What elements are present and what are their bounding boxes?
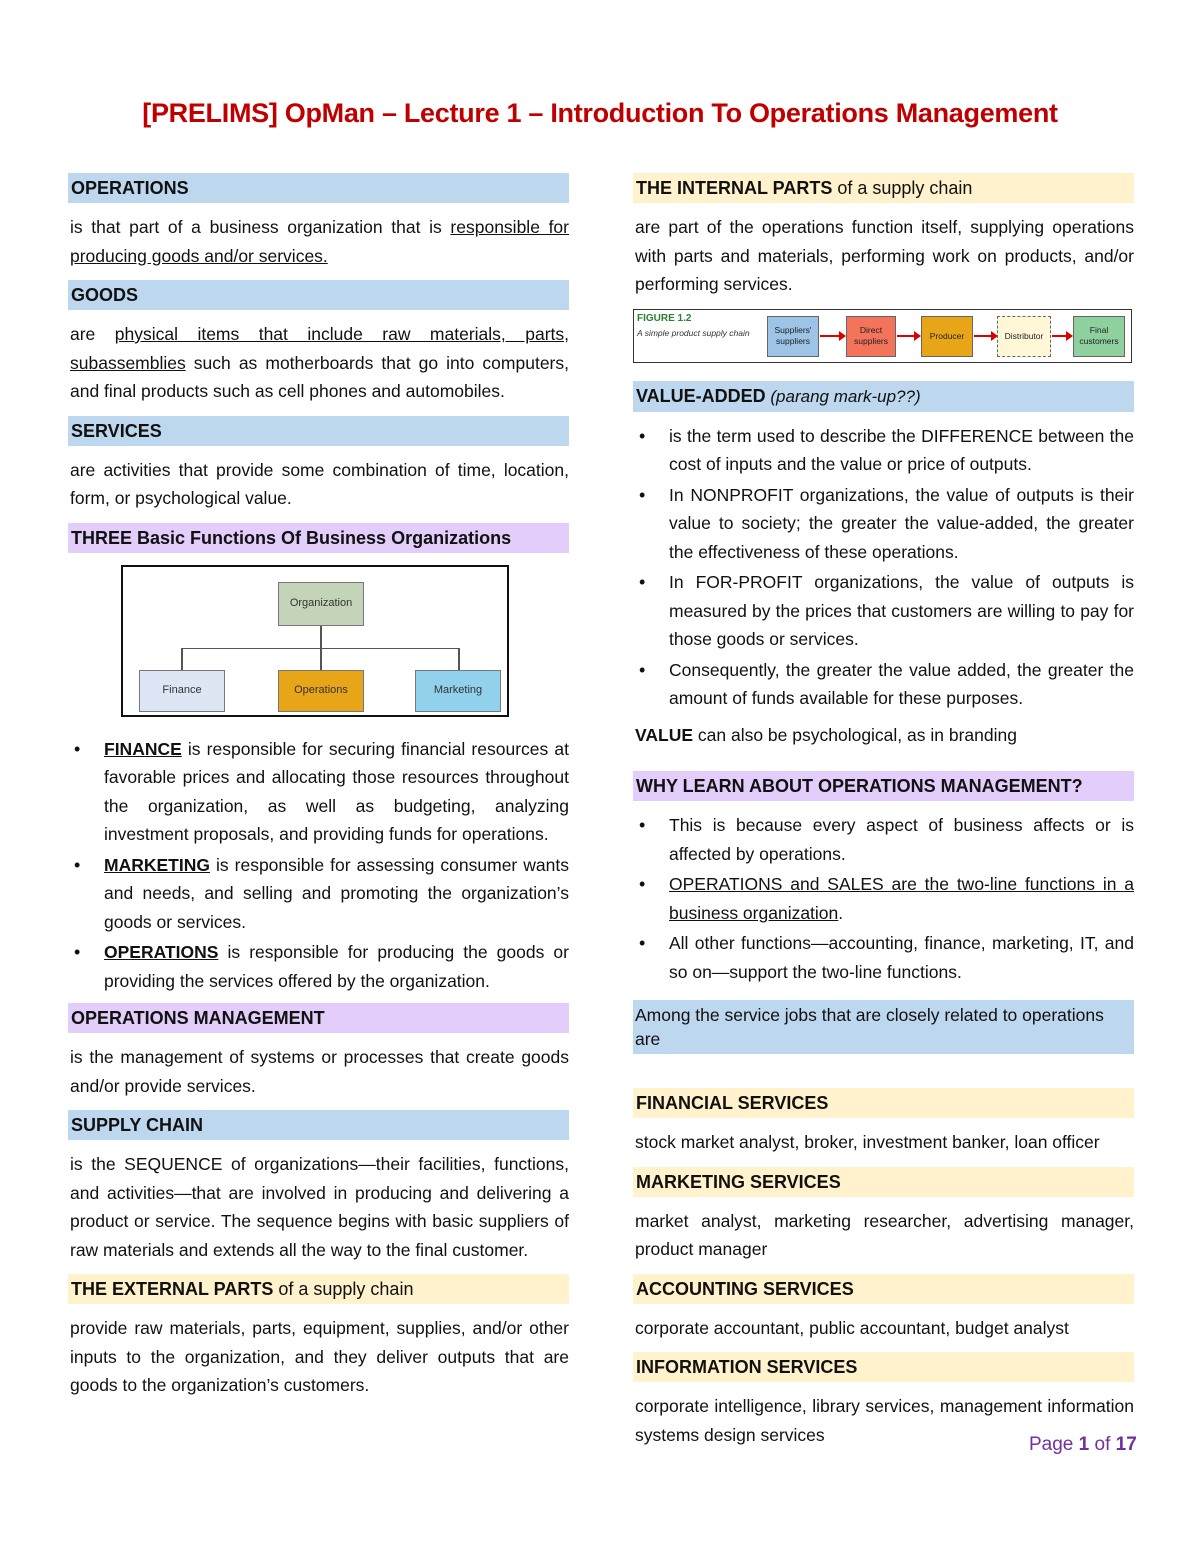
- value-added-heading: VALUE-ADDED (parang mark-up??): [633, 381, 1134, 412]
- org-line: [320, 648, 322, 670]
- operations-definition: is that part of a business organization that is responsible for producing goods and/or services.: [70, 217, 569, 266]
- list-item: • Consequently, the greater the value added, the greater the amount of funds available for these purposes.: [669, 656, 1134, 713]
- list-item: • MARKETING is responsible for assessing consumer wants and needs, and selling and promoting the organization’s goods or services.: [104, 851, 569, 937]
- value-note: VALUE can also be psychological, as in branding: [635, 724, 1017, 745]
- three-functions-heading: THREE Basic Functions Of Business Organizations: [68, 523, 569, 553]
- value-added-list: [633, 422, 1134, 713]
- figure-label: FIGURE 1.2: [637, 312, 692, 324]
- arrow-icon: [1052, 335, 1071, 337]
- supply-chain-heading: SUPPLY CHAIN: [68, 1110, 569, 1140]
- list-item: • This is because every aspect of business affects or is affected by operations.: [669, 811, 1134, 868]
- marketing-services-text: market analyst, marketing researcher, advertising manager, product manager: [635, 1210, 1134, 1259]
- org-box-organization: Organization: [278, 582, 364, 626]
- financial-services-heading: FINANCIAL SERVICES: [633, 1088, 1134, 1118]
- functions-list: [68, 735, 569, 996]
- arrow-icon: [897, 335, 919, 337]
- supply-step-distributor: Distributor: [997, 316, 1051, 357]
- accounting-services-text: corporate accountant, public accountant, budget analyst: [635, 1317, 1069, 1338]
- information-services-heading: INFORMATION SERVICES: [633, 1352, 1134, 1382]
- financial-services-text: stock market analyst, broker, investment banker, loan officer: [635, 1132, 1100, 1152]
- list-item: • OPERATIONS and SALES are the two-line functions in a business organization.: [669, 870, 1134, 927]
- right-column: [633, 173, 1134, 1459]
- arrow-icon: [974, 335, 996, 337]
- left-column: [68, 173, 569, 1410]
- services-definition: are activities that provide some combination of time, location, form, or psychological value.: [70, 459, 569, 508]
- org-line: [458, 648, 460, 670]
- accounting-services-heading: ACCOUNTING SERVICES: [633, 1274, 1134, 1304]
- operations-heading: OPERATIONS: [68, 173, 569, 203]
- why-learn-list: [633, 811, 1134, 986]
- list-item: • All other functions—accounting, finance, marketing, IT, and so on—support the two-line functions.: [669, 929, 1134, 986]
- org-box-marketing: Marketing: [415, 670, 501, 712]
- service-jobs-intro: Among the service jobs that are closely related to operations are: [633, 1000, 1134, 1054]
- internal-parts-text: are part of the operations function itself, supplying operations with parts and materials, performing work on products, and/or performing services.: [635, 217, 1134, 294]
- list-item: • In NONPROFIT organizations, the value of outputs is their value to society; the greater the value-added, the greater the effectiveness of these operations.: [669, 481, 1134, 567]
- page-number: Page 1 of 17: [1029, 1434, 1137, 1455]
- org-box-finance: Finance: [139, 670, 225, 712]
- goods-heading: GOODS: [68, 280, 569, 310]
- org-chart: [121, 565, 509, 717]
- org-box-operations: Operations: [278, 670, 364, 712]
- arrow-icon: [820, 335, 844, 337]
- document-title: [PRELIMS] OpMan – Lecture 1 – Introduction To Operations Management: [142, 98, 1058, 128]
- opman-definition: is the management of systems or processes that create goods and/or provide services.: [70, 1047, 569, 1096]
- supply-step-producer: Producer: [921, 316, 973, 357]
- supply-chain-figure: [633, 309, 1132, 363]
- why-learn-heading: WHY LEARN ABOUT OPERATIONS MANAGEMENT?: [633, 771, 1134, 801]
- services-heading: SERVICES: [68, 416, 569, 446]
- external-parts-text: provide raw materials, parts, equipment, supplies, and/or other inputs to the organization, and they deliver outputs that are goods to the organization’s customers.: [70, 1318, 569, 1395]
- information-services-text: corporate intelligence, library services, management information systems design services: [635, 1396, 1134, 1445]
- external-parts-heading: THE EXTERNAL PARTS of a supply chain: [68, 1274, 569, 1304]
- supply-step-direct-suppliers: Direct suppliers: [846, 316, 896, 357]
- list-item: • is the term used to describe the DIFFERENCE between the cost of inputs and the value or price of outputs.: [669, 422, 1134, 479]
- internal-parts-heading: THE INTERNAL PARTS of a supply chain: [633, 173, 1134, 203]
- list-item: • FINANCE is responsible for securing financial resources at favorable prices and allocating those resources throughout the organization, as well as budgeting, analyzing investment proposals, and providing funds for operations.: [104, 735, 569, 849]
- supply-step-final-customers: Final customers: [1073, 316, 1125, 357]
- marketing-services-heading: MARKETING SERVICES: [633, 1167, 1134, 1197]
- opman-heading: OPERATIONS MANAGEMENT: [68, 1003, 569, 1033]
- org-line: [320, 626, 322, 648]
- supply-step-suppliers-suppliers: Suppliers' suppliers: [767, 316, 819, 357]
- goods-definition: are physical items that include raw materials, parts, subassemblies such as motherboards that go into computers, and final products such as cell phones and automobiles.: [70, 324, 570, 401]
- figure-caption: A simple product supply chain: [637, 327, 750, 338]
- org-line: [181, 648, 183, 670]
- list-item: • In FOR-PROFIT organizations, the value of outputs is measured by the prices that customers are willing to pay for those goods or services.: [669, 568, 1134, 654]
- supply-chain-definition: is the SEQUENCE of organizations—their facilities, functions, and activities—that are involved in producing and delivering a product or service. The sequence begins with basic suppliers of raw materials and extends all the way to the final customer.: [70, 1154, 569, 1260]
- list-item: • OPERATIONS is responsible for producing the goods or providing the services offered by the organization.: [104, 938, 569, 995]
